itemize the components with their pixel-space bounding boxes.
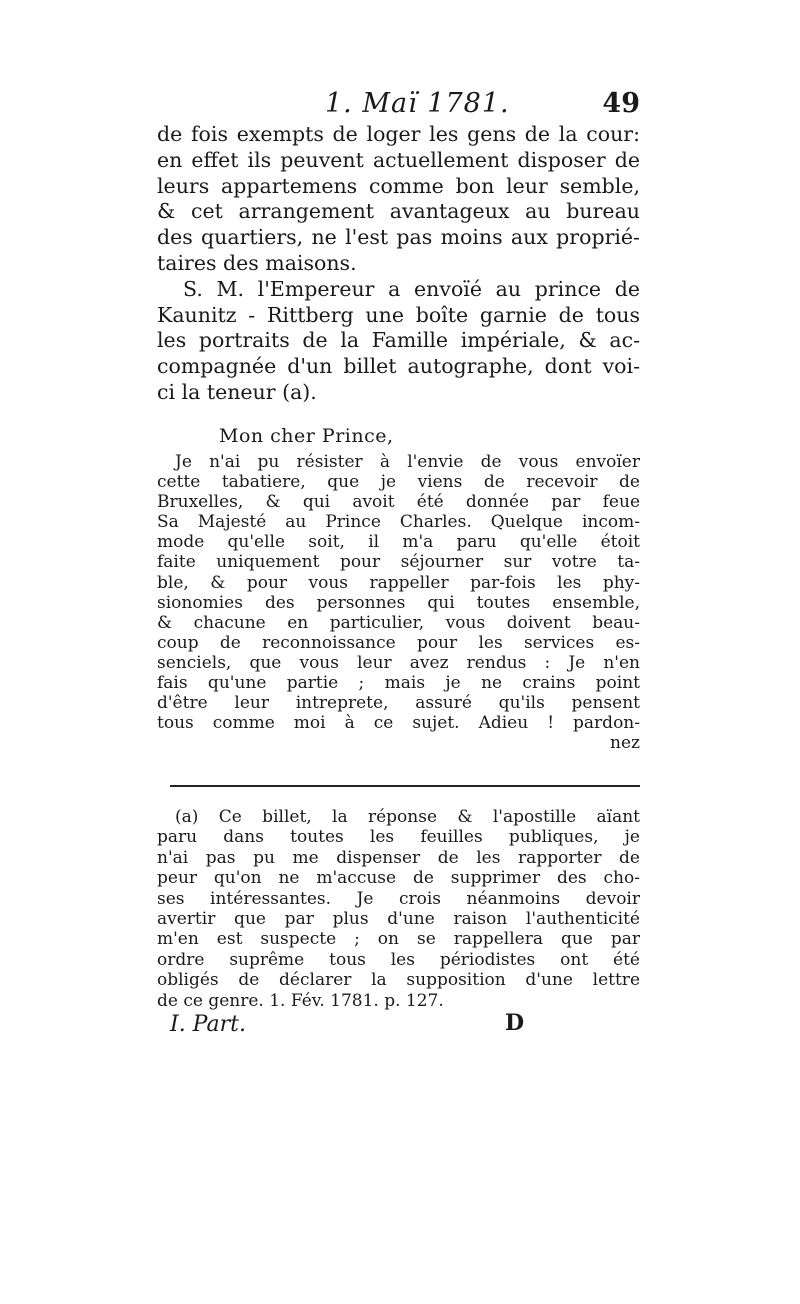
text-line: Kaunitz - Rittberg une boîte garnie de tous [157, 302, 640, 327]
main-text [157, 122, 640, 406]
letter-line: Sa Majesté au Prince Charles. Quelque incom- [157, 512, 640, 533]
text-line: S. M. l'Empereur a envoïé au prince de [183, 276, 640, 301]
letter-salutation: Mon cher Prince, [219, 425, 394, 447]
text-line: taires des maisons. [157, 250, 357, 275]
text-line: les portraits de la Famille impériale, & ac- [157, 328, 640, 353]
text-line: des quartiers, ne l'est pas moins aux proprié- [157, 225, 640, 250]
footnote-line: ses intéressantes. Je crois néanmoins devoir [157, 888, 640, 909]
letter-line: Bruxelles, & qui avoit été donnée par feue [157, 492, 640, 513]
footnote-line: m'en est suspecte ; on se rappellera que par [157, 929, 640, 950]
footnote-line: ordre suprême tous les périodistes ont été [157, 949, 640, 970]
letter-line: d'être leur intreprete, assuré qu'ils pensent [157, 693, 640, 714]
text-line: ci la teneur (a). [157, 379, 317, 404]
text-line: leurs appartemens comme bon leur semble, [157, 173, 640, 198]
catchword: D [505, 1010, 525, 1036]
text-line: & cet arrangement avantageux au bureau [157, 199, 640, 224]
text-line: de fois exempts de loger les gens de la cour: [157, 122, 640, 146]
signature-mark: I. Part. [170, 1012, 246, 1037]
running-title: 1. Maï 1781. [325, 88, 510, 119]
letter-line: tous comme moi à ce sujet. Adieu ! pardon- [157, 713, 640, 734]
footnote-line: (a) Ce billet, la réponse & l'apostille aïant [175, 807, 640, 827]
letter-line: cette tabatiere, que je viens de recevoir de [157, 472, 640, 493]
letter-line: coup de reconnoissance pour les services es- [157, 632, 640, 653]
footnote-line: avertir que par plus d'une raison l'authenticité [157, 908, 640, 929]
footnote-block [157, 807, 640, 1011]
footnote-line: de ce genre. 1. Fév. 1781. p. 127. [157, 990, 444, 1011]
text-line: en effet ils peuvent actuellement disposer de [157, 147, 640, 172]
letter-line: mode qu'elle soit, il m'a paru qu'elle étoit [157, 532, 640, 553]
letter-line: fais qu'une partie ; mais je ne crains point [157, 673, 640, 694]
page-number: 49 [602, 88, 640, 119]
letter-line: sionomies des personnes qui toutes ensemble, [157, 592, 640, 613]
letter-line: ble, & pour vous rappeller par-fois les phy- [157, 572, 640, 593]
footnote-rule [170, 785, 640, 787]
letter-block [157, 422, 640, 753]
letter-line: & chacune en particulier, vous doivent beau- [157, 612, 640, 633]
letter-line: Je n'ai pu résister à l'envie de vous envoïer [175, 452, 640, 472]
letter-continuation: nez [610, 733, 640, 754]
text-line: compagnée d'un billet autographe, dont voi- [157, 354, 640, 379]
running-head [155, 88, 640, 124]
footnote-line: paru dans toutes les feuilles publiques, je [157, 827, 640, 848]
footnote-line: obligés de déclarer la supposition d'une lettre [157, 970, 640, 991]
footnote-line: peur qu'on ne m'accuse de supprimer des cho- [157, 868, 640, 889]
letter-line: senciels, que vous leur avez rendus : Je n'en [157, 652, 640, 673]
letter-line: faite uniquement pour séjourner sur votre ta- [157, 552, 640, 573]
footnote-line: n'ai pas pu me dispenser de les rapporter de [157, 847, 640, 868]
